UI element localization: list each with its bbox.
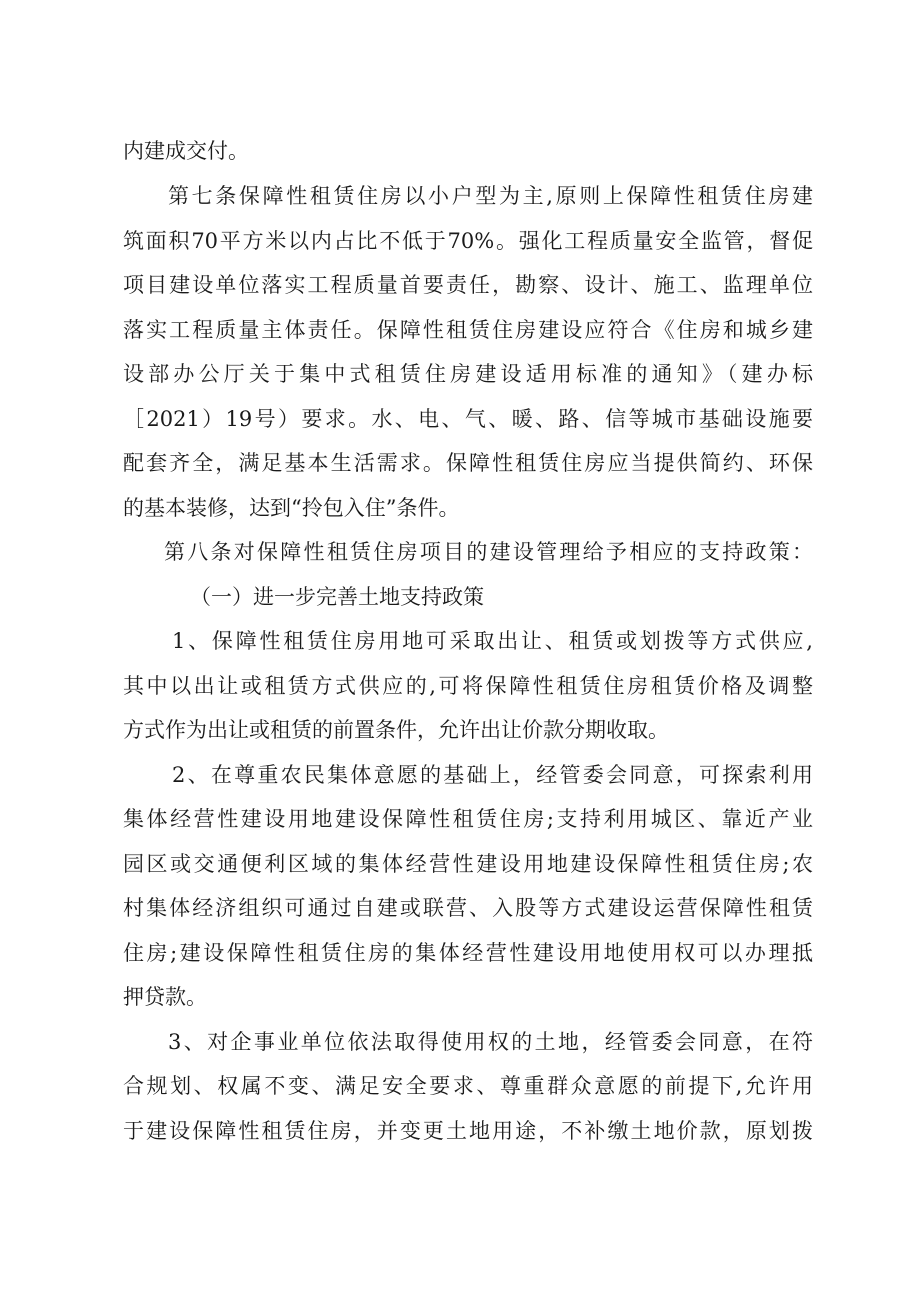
text-line: ［2021）19号）要求。水、电、气、暖、路、信等城市基础设施要 (123, 407, 813, 431)
text-line: 的基本装修，达到“拎包入住”条件。 (123, 496, 460, 520)
text-line: 落实工程质量主体责任。保障性租赁住房建设应符合《住房和城乡建 (123, 318, 813, 342)
text-line: 筑面积70平方米以内占比不低于70%。强化工程质量安全监管，督促 (123, 229, 813, 253)
paragraph-article-8: 第八条对保障性租赁住房项目的建设管理给予相应的支持政策： (164, 540, 813, 564)
text-line: 集体经营性建设用地建设保障性租赁住房;支持利用城区、靠近产业 (123, 807, 813, 831)
text-line: 园区或交通便利区域的集体经营性建设用地建设保障性租赁住房;农 (123, 852, 813, 876)
paragraph-article-7-start: 第七条保障性租赁住房以小户型为主,原则上保障性租赁住房建 (168, 184, 813, 208)
item-1-start: 1、保障性租赁住房用地可采取出让、租赁或划拨等方式供应, (172, 629, 813, 653)
text-line: 方式作为出让或租赁的前置条件，允许出让价款分期收取。 (123, 718, 669, 742)
text-line: 其中以出让或租赁方式供应的,可将保障性租赁住房租赁价格及调整 (123, 674, 813, 698)
text-line: 住房;建设保障性租赁住房的集体经营性建设用地使用权可以办理抵 (123, 941, 813, 965)
item-2-start: 2、在尊重农民集体意愿的基础上，经管委会同意，可探索利用 (172, 763, 813, 787)
text-line: 设部办公厅关于集中式租赁住房建设适用标准的通知》（建办标 (123, 362, 813, 386)
text-line: 押贷款。 (123, 985, 207, 1009)
text-line: 合规划、权属不变、满足安全要求、尊重群众意愿的前提下,允许用 (123, 1074, 813, 1098)
text-line: 村集体经济组织可通过自建或联营、入股等方式建设运营保障性租赁 (123, 896, 813, 920)
text-line: 配套齐全，满足基本生活需求。保障性租赁住房应当提供简约、环保 (123, 451, 813, 475)
section-heading-land-policy: （一）进一步完善土地支持政策 (190, 585, 484, 609)
text-line: 于建设保障性租赁住房，并变更土地用途，不补缴土地价款，原划拨 (123, 1119, 813, 1143)
item-3-start: 3、对企事业单位依法取得使用权的土地，经管委会同意，在符 (168, 1030, 813, 1054)
text-line: 项目建设单位落实工程质量首要责任，勘察、设计、施工、监理单位 (123, 273, 813, 297)
text-line: 内建成交付。 (123, 139, 249, 163)
